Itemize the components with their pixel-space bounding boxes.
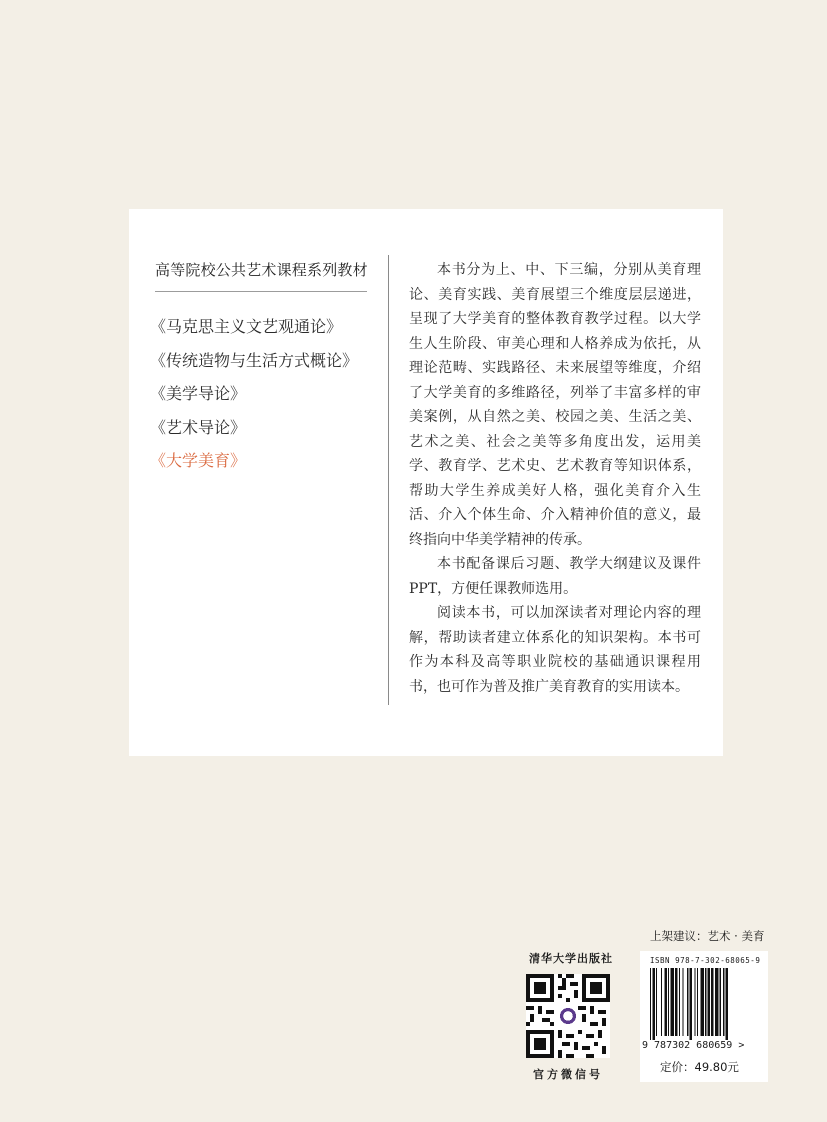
barcode-bar xyxy=(708,968,710,1036)
series-book-item-current: 《大学美育》 xyxy=(150,451,247,470)
barcode-bars xyxy=(650,968,758,1040)
series-book-item: 《美学导论》 xyxy=(150,384,247,403)
isbn-label: ISBN 978-7-302-68065-9 xyxy=(650,956,761,965)
barcode-bar xyxy=(670,968,674,1036)
isbn-barcode-box xyxy=(640,951,768,1082)
barcode-bar xyxy=(694,968,695,1036)
qr-caption: 官方微信号 xyxy=(533,1068,603,1081)
barcode-bar xyxy=(697,968,698,1036)
barcode-bar xyxy=(720,968,721,1036)
barcode-bar xyxy=(705,968,706,1036)
barcode-bar xyxy=(726,968,728,1040)
series-book-item: 《传统造物与生活方式概论》 xyxy=(150,350,359,370)
price-label: 定价：49.80元 xyxy=(660,1060,739,1074)
barcode-digits: 9 787302 680659 > xyxy=(642,1040,745,1051)
series-book-item: 《艺术导论》 xyxy=(150,417,247,437)
barcode-bar xyxy=(650,968,651,1040)
barcode-bar xyxy=(700,968,704,1036)
description-paragraph: 本书分为上、中、下三编，分别从美育理论、美育实践、美育展望三个维度层层递进，呈现了大学美育的整体教育教学过程。以大学生人生阶段、审美心理和人格养成为依托，从理论范畴、实践路径、未来展望等维度，介绍了大学美育的多维路径，列举了丰富多样的审美案例，从自然之美、校园之美、生活之美、艺术之美、社会之美等多角度出发，运用美学、教育学、艺术史、艺术教育等知识体系，帮助大学生养成美好人格，强化美育介入生活、介入个体生命、介入精神价值的意义，最终指向中华美学精神的传承。 xyxy=(409,262,701,548)
barcode-bar xyxy=(682,968,683,1036)
barcode-bar xyxy=(668,968,669,1036)
series-title: 高等院校公共艺术课程系列教材 xyxy=(155,261,368,279)
description-paragraph: 阅读本书，可以加深读者对理论内容的理解，帮助读者建立体系化的知识架构。本书可作为本科及高等职业院校的基础通识课程用书，也可作为普及推广美育教育的实用读本。 xyxy=(409,605,701,695)
series-book-item: 《马克思主义文艺观通论》 xyxy=(150,317,343,336)
barcode-bar xyxy=(652,968,654,1040)
wechat-qr-code xyxy=(526,974,610,1058)
barcode-bar xyxy=(723,968,724,1036)
barcode-bar xyxy=(664,968,666,1036)
barcode-bar xyxy=(675,968,677,1036)
barcode-bar xyxy=(679,968,680,1036)
barcode-bar xyxy=(661,968,662,1036)
barcode-bar xyxy=(711,968,713,1036)
column-divider xyxy=(388,255,389,705)
barcode-bar xyxy=(656,968,657,1036)
series-book-list xyxy=(150,310,358,478)
barcode-bar xyxy=(715,968,719,1036)
barcode-bar xyxy=(690,968,692,1040)
book-description xyxy=(409,258,701,699)
barcode-bar xyxy=(687,968,688,1036)
description-paragraph: 本书配备课后习题、教学大纲建议及课件PPT，方便任课教师选用。 xyxy=(409,556,701,597)
shelf-suggestion: 上架建议：艺术 · 美育 xyxy=(650,929,765,943)
series-divider xyxy=(155,291,367,292)
back-cover-panel xyxy=(129,209,723,756)
publisher-name: 清华大学出版社 xyxy=(529,952,613,965)
